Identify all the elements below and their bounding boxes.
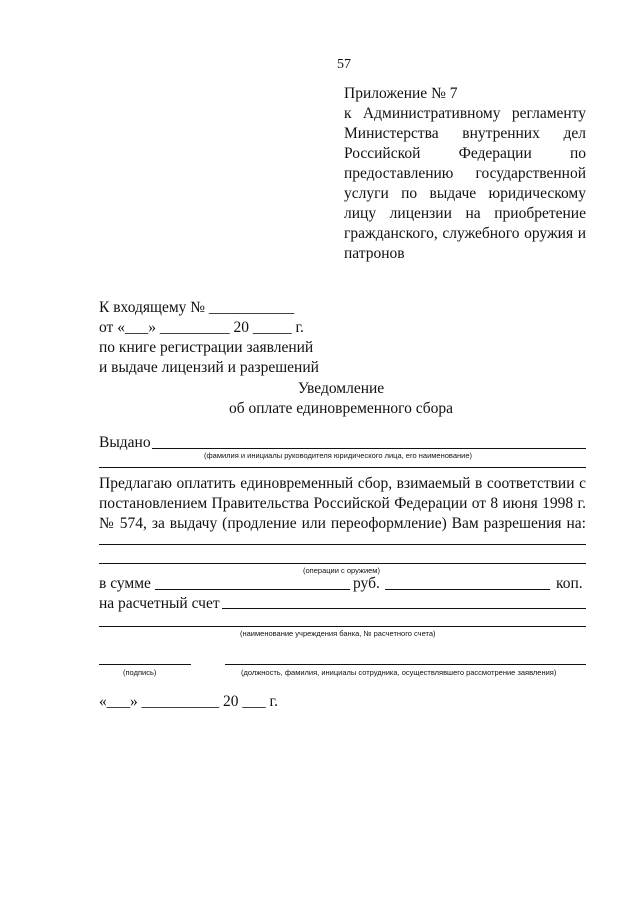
appendix-line: патронов xyxy=(344,245,405,262)
sum-kop-field xyxy=(385,589,550,590)
issued-caption: (фамилия и инициалы руководителя юридического лица, его наименование) xyxy=(204,451,472,460)
title-line: об оплате единовременного сбора xyxy=(228,400,454,417)
appendix-block xyxy=(344,84,586,264)
account-field-line xyxy=(222,608,586,609)
sum-kop-label: коп. xyxy=(556,575,583,592)
appendix-line: предоставлению государственной xyxy=(344,165,586,182)
operations-line xyxy=(99,544,586,545)
issued-label: Выдано xyxy=(99,434,151,451)
incoming-book-line: по книге регистрации заявлений xyxy=(99,339,314,356)
date-line: «___» __________ 20 ___ г. xyxy=(99,693,278,710)
employee-caption: (должность, фамилия, инициалы сотрудника, осуществлявшего рассмотрение заявления) xyxy=(241,668,557,677)
body-paragraph xyxy=(99,474,586,534)
body-line: постановлением Правительства Российской Федерации от 8 июня 1998 г. xyxy=(99,495,586,512)
appendix-title: Приложение № 7 xyxy=(344,85,458,102)
account-second-line xyxy=(99,626,586,627)
sum-label: в сумме xyxy=(99,575,151,592)
sum-rub-label: руб. xyxy=(353,575,380,592)
appendix-line: к Административному регламенту xyxy=(344,105,586,122)
appendix-line: услуги по выдаче юридическому xyxy=(344,185,586,202)
operations-caption: (операции с оружием) xyxy=(303,566,380,575)
signature-caption: (подпись) xyxy=(123,668,157,677)
appendix-line: гражданского, служебного оружия и xyxy=(344,225,586,242)
incoming-date-line: от «___» _________ 20 _____ г. xyxy=(99,319,304,336)
document-title xyxy=(0,379,640,419)
body-line: № 574, за выдачу (продление или переоформление) Вам разрешения на: xyxy=(99,515,586,532)
operations-line xyxy=(99,563,586,564)
page-number: 57 xyxy=(337,57,351,72)
employee-line xyxy=(225,664,586,665)
issued-field-line xyxy=(152,448,586,449)
issued-second-line xyxy=(99,467,586,468)
incoming-book-line: и выдаче лицензий и разрешений xyxy=(99,359,319,376)
signature-line xyxy=(99,664,191,665)
account-label: на расчетный счет xyxy=(99,595,220,612)
incoming-number-line: К входящему № ___________ xyxy=(99,299,295,316)
body-line: Предлагаю оплатить единовременный сбор, взимаемый в соответствии с xyxy=(99,475,586,492)
appendix-line: Российской Федерации по xyxy=(344,145,586,162)
account-caption: (наименование учреждения банка, № расчетного счета) xyxy=(240,629,436,638)
appendix-line: Министерства внутренних дел xyxy=(344,125,586,142)
incoming-block xyxy=(99,298,319,378)
sum-rub-field xyxy=(155,589,350,590)
appendix-line: лицу лицензии на приобретение xyxy=(344,205,586,222)
title-line: Уведомление xyxy=(297,380,385,397)
